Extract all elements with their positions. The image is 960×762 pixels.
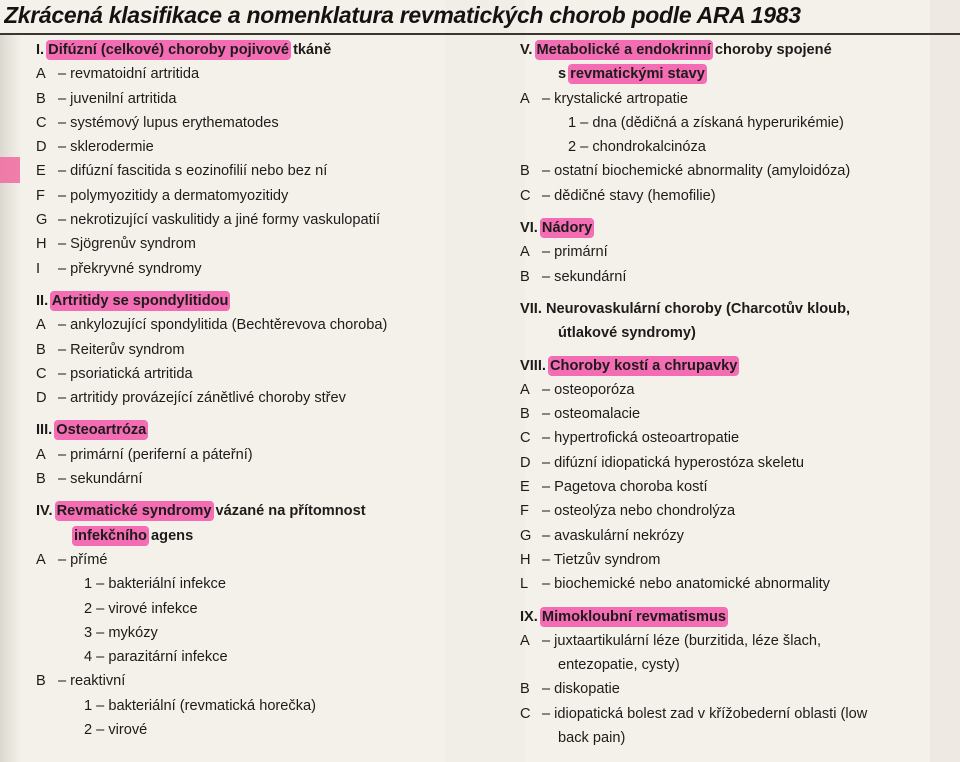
item-text: primární (periferní a páteřní) bbox=[70, 446, 253, 463]
item-dash: – bbox=[58, 317, 71, 334]
section-heading bbox=[36, 38, 476, 62]
item-dash: – bbox=[542, 268, 555, 285]
item-text: nekrotizující vaskulitidy a jiné formy vaskulopatií bbox=[70, 212, 381, 229]
section-number: VII. bbox=[520, 300, 546, 317]
item-letter: D bbox=[520, 454, 531, 471]
left-page-edge bbox=[0, 34, 22, 762]
item-dash: – bbox=[58, 187, 71, 204]
item-dash: – bbox=[542, 681, 555, 698]
section-title-text: s bbox=[558, 66, 571, 83]
item-text: překryvné syndromy bbox=[70, 260, 202, 277]
section-heading-continued bbox=[520, 62, 940, 86]
sub-item: 2 – chondrokalcinóza bbox=[568, 139, 706, 156]
item-text: osteomalacie bbox=[554, 406, 641, 423]
item-text: juxtaartikulární léze (burzitida, léze šlach, bbox=[554, 632, 822, 649]
pink-margin-marker bbox=[0, 157, 20, 183]
list-item bbox=[36, 467, 476, 491]
item-dash: – bbox=[542, 454, 555, 471]
list-item bbox=[36, 111, 476, 135]
item-text: avaskulární nekrózy bbox=[554, 527, 684, 544]
item-letter: B bbox=[36, 471, 46, 488]
list-item bbox=[36, 386, 476, 410]
item-dash: – bbox=[58, 551, 71, 568]
item-dash: – bbox=[58, 365, 71, 382]
item-letter: B bbox=[36, 673, 46, 690]
item-dash: – bbox=[58, 446, 71, 463]
item-dash: – bbox=[58, 212, 71, 229]
item-dash: – bbox=[58, 471, 71, 488]
list-item bbox=[36, 159, 476, 183]
list-item bbox=[520, 451, 940, 475]
item-letter: B bbox=[36, 90, 46, 107]
sub-item: 2 – virové infekce bbox=[84, 600, 198, 617]
item-letter: L bbox=[520, 576, 529, 593]
section-number: VI. bbox=[520, 220, 542, 237]
item-letter: F bbox=[520, 503, 529, 520]
list-item bbox=[520, 426, 940, 450]
section-number: VIII. bbox=[520, 357, 551, 374]
list-item bbox=[520, 629, 940, 653]
item-text: ankylozující spondylitida (Bechtěrevova choroba) bbox=[70, 317, 388, 334]
sub-item: 2 – virové bbox=[84, 722, 148, 739]
item-dash: – bbox=[542, 90, 555, 107]
section-heading bbox=[36, 418, 476, 442]
section-gap bbox=[36, 281, 476, 289]
section-heading-continued bbox=[36, 524, 476, 548]
sub-item: 1 – bakteriální (revmatická horečka) bbox=[84, 697, 316, 714]
list-item bbox=[520, 159, 940, 183]
item-letter: A bbox=[36, 446, 46, 463]
item-text: Pagetova choroba kostí bbox=[554, 479, 708, 496]
item-text: idiopatická bolest zad v křížobederní oblasti (low bbox=[554, 705, 868, 722]
item-text: reaktivní bbox=[70, 673, 126, 690]
item-letter: C bbox=[520, 705, 531, 722]
item-dash: – bbox=[542, 576, 555, 593]
item-dash: – bbox=[542, 705, 555, 722]
section-title-text: tkáně bbox=[289, 42, 332, 58]
section-number: I. bbox=[36, 42, 49, 58]
list-item bbox=[36, 362, 476, 386]
item-text: ostatní biochemické abnormality (amyloidóza) bbox=[554, 163, 851, 180]
item-letter: C bbox=[520, 187, 531, 204]
section-title-text: choroby spojené bbox=[710, 42, 832, 58]
item-letter: A bbox=[520, 381, 530, 398]
item-letter: B bbox=[520, 681, 530, 698]
list-item bbox=[520, 524, 940, 548]
item-text: biochemické nebo anatomické abnormality bbox=[554, 576, 830, 593]
section-heading bbox=[36, 499, 476, 523]
section-title-text: Neurovaskulární choroby (Charcotův kloub, bbox=[545, 300, 851, 317]
item-letter: E bbox=[520, 479, 530, 496]
item-letter: C bbox=[520, 430, 531, 447]
highlighted-title: Choroby kostí a chrupavky bbox=[550, 357, 738, 374]
section-gap bbox=[520, 597, 940, 605]
item-letter: D bbox=[36, 139, 47, 156]
section-heading bbox=[520, 354, 940, 378]
list-item bbox=[520, 677, 940, 701]
list-item bbox=[520, 240, 940, 264]
list-item bbox=[520, 499, 940, 523]
section-title-text: vázané na přítomnost bbox=[211, 503, 366, 520]
item-letter: H bbox=[520, 551, 531, 568]
section-gap bbox=[36, 410, 476, 418]
item-dash: – bbox=[58, 673, 71, 690]
item-text: přímé bbox=[70, 551, 108, 568]
list-item bbox=[36, 87, 476, 111]
item-letter: D bbox=[36, 390, 47, 407]
section-title-text: útlakové syndromy) bbox=[558, 325, 696, 342]
item-dash: – bbox=[542, 527, 555, 544]
sub-item: 3 – mykózy bbox=[84, 624, 158, 641]
list-item bbox=[520, 378, 940, 402]
section-heading bbox=[36, 289, 476, 313]
highlighted-title: infekčního bbox=[74, 527, 147, 544]
item-letter: A bbox=[520, 244, 530, 261]
item-letter: B bbox=[520, 406, 530, 423]
item-text: hypertrofická osteoartropatie bbox=[554, 430, 740, 447]
item-dash: – bbox=[58, 66, 71, 83]
section-gap bbox=[520, 289, 940, 297]
item-letter: A bbox=[520, 90, 530, 107]
section-number: IX. bbox=[520, 608, 542, 625]
item-text: sekundární bbox=[554, 268, 627, 285]
section-heading bbox=[520, 605, 940, 629]
item-dash: – bbox=[58, 90, 71, 107]
sub-item: 1 – bakteriální infekce bbox=[84, 576, 226, 593]
item-dash: – bbox=[58, 236, 71, 253]
section-gap bbox=[520, 346, 940, 354]
item-dash: – bbox=[542, 479, 555, 496]
item-text: dědičné stavy (hemofilie) bbox=[554, 187, 716, 204]
item-dash: – bbox=[58, 163, 71, 180]
item-dash: – bbox=[542, 244, 555, 261]
highlighted-title: Osteoartróza bbox=[56, 422, 147, 439]
highlighted-title: revmatickými stavy bbox=[570, 66, 705, 83]
item-text: diskopatie bbox=[554, 681, 620, 698]
item-letter: B bbox=[36, 341, 46, 358]
section-heading bbox=[520, 297, 940, 321]
item-text: difúzní fascitida s eozinofilií nebo bez ní bbox=[70, 163, 328, 180]
item-letter: G bbox=[36, 212, 48, 229]
list-item bbox=[36, 548, 476, 572]
item-text: sklerodermie bbox=[70, 139, 154, 156]
section-number: V. bbox=[520, 42, 537, 58]
item-text: sekundární bbox=[70, 471, 143, 488]
section-heading-continued bbox=[520, 321, 940, 345]
highlighted-title: Difúzní (celkové) choroby pojivové bbox=[48, 42, 290, 58]
list-item bbox=[36, 184, 476, 208]
list-item bbox=[36, 208, 476, 232]
item-text: polymyozitidy a dermatomyozitidy bbox=[70, 187, 289, 204]
item-text: Sjögrenův syndrom bbox=[70, 236, 196, 253]
list-item bbox=[36, 443, 476, 467]
sub-item: 4 – parazitární infekce bbox=[84, 649, 228, 666]
section-title-text: agens bbox=[146, 527, 194, 544]
item-dash: – bbox=[542, 430, 555, 447]
item-dash: – bbox=[542, 551, 554, 568]
item-letter: A bbox=[36, 317, 46, 334]
item-letter: E bbox=[36, 163, 46, 180]
section-heading bbox=[520, 38, 940, 62]
list-item bbox=[520, 572, 940, 596]
item-text: systémový lupus erythematodes bbox=[70, 114, 279, 131]
highlighted-title: Revmatické syndromy bbox=[56, 503, 212, 520]
item-text: Tietzův syndrom bbox=[553, 551, 661, 568]
list-item bbox=[36, 669, 476, 693]
item-letter: A bbox=[36, 66, 46, 83]
item-dash: – bbox=[542, 503, 555, 520]
item-dash: – bbox=[542, 406, 555, 423]
highlighted-title: Nádory bbox=[541, 220, 593, 237]
list-item bbox=[36, 232, 476, 256]
item-text: difúzní idiopatická hyperostóza skeletu bbox=[554, 454, 805, 471]
item-letter: F bbox=[36, 187, 45, 204]
item-letter: G bbox=[520, 527, 532, 544]
item-dash: – bbox=[58, 341, 71, 358]
item-letter: H bbox=[36, 236, 47, 253]
item-dash: – bbox=[58, 139, 71, 156]
item-letter: B bbox=[520, 268, 530, 285]
list-item bbox=[36, 62, 476, 86]
document-title: Zkrácená klasifikace a nomenklatura revmatických chorob podle ARA 1983 bbox=[4, 2, 801, 28]
left-column bbox=[36, 38, 476, 742]
section-number: IV. bbox=[36, 503, 57, 520]
section-heading bbox=[520, 216, 940, 240]
item-continuation: entezopatie, cysty) bbox=[558, 657, 680, 674]
item-dash: – bbox=[542, 632, 555, 649]
item-text: Reiterův syndrom bbox=[70, 341, 185, 358]
item-text: osteolýza nebo chondrolýza bbox=[554, 503, 736, 520]
item-dash: – bbox=[58, 114, 71, 131]
item-dash: – bbox=[58, 390, 71, 407]
item-text: krystalické artropatie bbox=[554, 90, 688, 107]
item-letter: C bbox=[36, 114, 47, 131]
item-letter: A bbox=[36, 551, 46, 568]
item-continuation: back pain) bbox=[558, 730, 626, 747]
list-item bbox=[36, 313, 476, 337]
item-text: artritidy provázející zánětlivé choroby střev bbox=[70, 390, 346, 407]
item-dash: – bbox=[58, 260, 71, 277]
list-item bbox=[520, 265, 940, 289]
item-dash: – bbox=[542, 163, 555, 180]
item-letter: A bbox=[520, 632, 530, 649]
list-item bbox=[520, 548, 940, 572]
item-text: primární bbox=[554, 244, 608, 261]
section-number: III. bbox=[36, 422, 57, 439]
highlighted-title: Mimokloubní revmatismus bbox=[541, 608, 726, 625]
list-item bbox=[520, 87, 940, 111]
section-gap bbox=[36, 491, 476, 499]
item-letter: I bbox=[36, 260, 41, 277]
item-letter: C bbox=[36, 365, 47, 382]
list-item bbox=[520, 702, 940, 726]
item-text: osteoporóza bbox=[554, 381, 635, 398]
sub-item: 1 – dna (dědičná a získaná hyperurikémie) bbox=[568, 114, 844, 131]
section-number: II. bbox=[36, 292, 52, 309]
highlighted-title: Metabolické a endokrinní bbox=[536, 42, 711, 58]
section-gap bbox=[520, 208, 940, 216]
list-item bbox=[36, 135, 476, 159]
item-text: psoriatická artritida bbox=[70, 365, 193, 382]
right-column bbox=[520, 38, 940, 750]
list-item bbox=[520, 402, 940, 426]
item-text: revmatoidní artritida bbox=[70, 66, 200, 83]
list-item bbox=[520, 184, 940, 208]
list-item bbox=[36, 257, 476, 281]
item-text: juvenilní artritida bbox=[70, 90, 177, 107]
list-item bbox=[520, 475, 940, 499]
item-letter: B bbox=[520, 163, 530, 180]
list-item bbox=[36, 338, 476, 362]
item-dash: – bbox=[542, 187, 555, 204]
item-dash: – bbox=[542, 381, 555, 398]
highlighted-title: Artritidy se spondylitidou bbox=[51, 292, 229, 309]
title-rule bbox=[0, 33, 960, 35]
